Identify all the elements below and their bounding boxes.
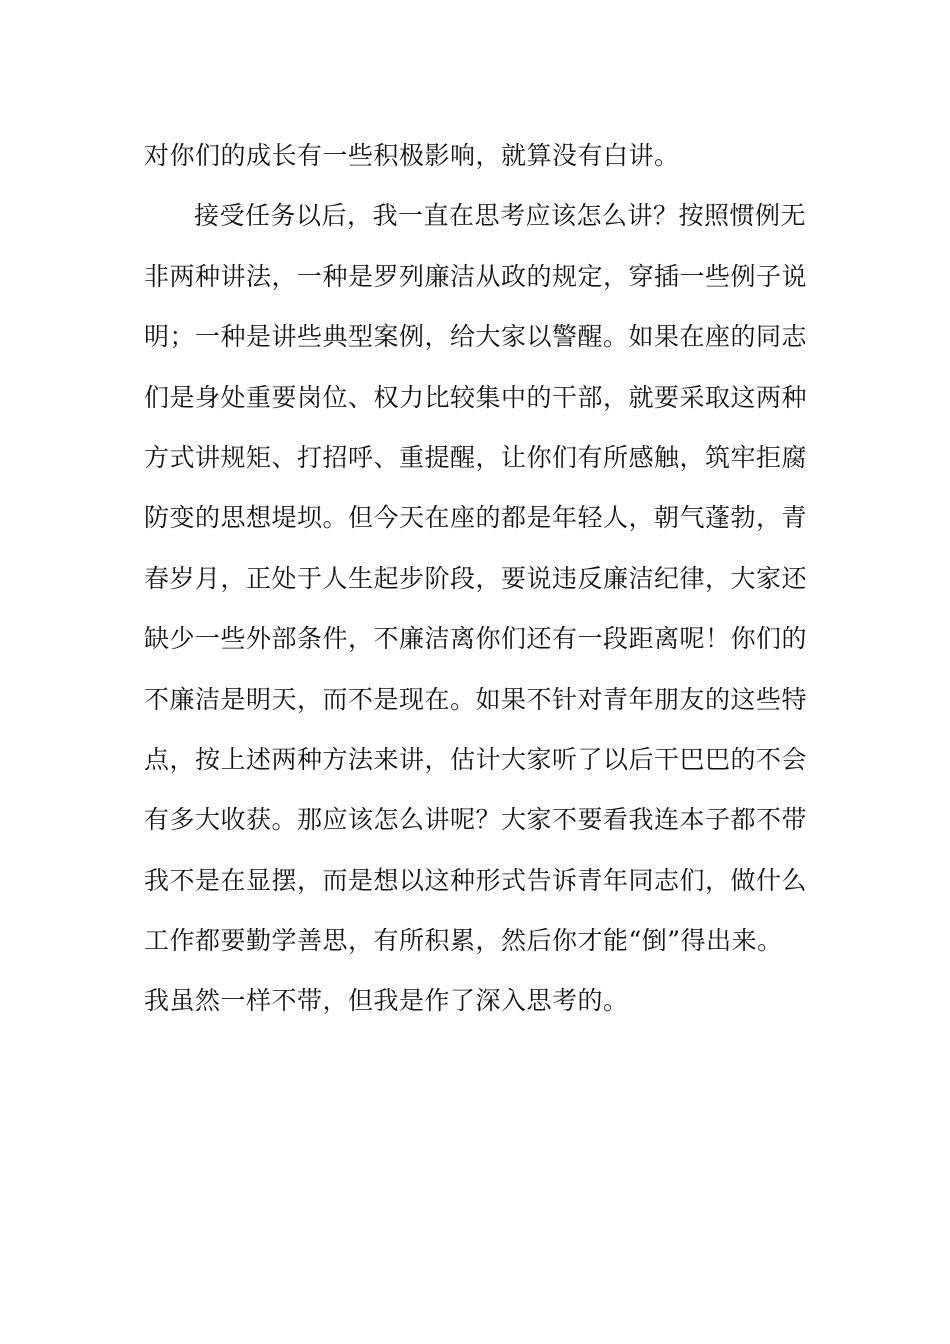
text-line: 有多大收获。那应该怎么讲呢？大家不要看我连本子都不带 <box>144 805 808 835</box>
text-line: 们是身处重要岗位、权力比较集中的干部，就要采取这两种 <box>144 382 808 412</box>
text-line: 对你们的成长有一些积极影响，就算没有白讲。 <box>144 141 680 170</box>
text-line: 春岁月，正处于人生起步阶段，要说违反廉洁纪律，大家还 <box>144 563 808 593</box>
text-line: 我虽然一样不带，但我是作了深入思考的。 <box>144 986 629 1016</box>
text-line: 方式讲规矩、打招呼、重提醒，让你们有所感触，筑牢拒腐 <box>144 442 808 472</box>
text-line: 缺少一些外部条件，不廉洁离你们还有一段距离呢！你们的 <box>144 624 808 654</box>
text-line: 不廉洁是明天，而不是现在。如果不针对青年朋友的这些特 <box>144 684 808 714</box>
text-line: 工作都要勤学善思，有所积累，然后你才能“倒”得出来。 <box>144 926 783 956</box>
paragraph-start-line: 接受任务以后，我一直在思考应该怎么讲？按照惯例无 <box>194 201 807 231</box>
text-line: 明；一种是讲些典型案例，给大家以警醒。如果在座的同志 <box>144 322 808 352</box>
text-line: 防变的思想堤坝。但今天在座的都是年轻人，朝气蓬勃，青 <box>144 503 808 533</box>
text-line: 我不是在显摆，而是想以这种形式告诉青年同志们，做什么 <box>144 865 808 895</box>
text-line: 非两种讲法，一种是罗列廉洁从政的规定，穿插一些例子说 <box>144 261 808 291</box>
body-text <box>144 126 824 1032</box>
text-line: 点，按上述两种方法来讲，估计大家听了以后干巴巴的不会 <box>144 744 808 774</box>
